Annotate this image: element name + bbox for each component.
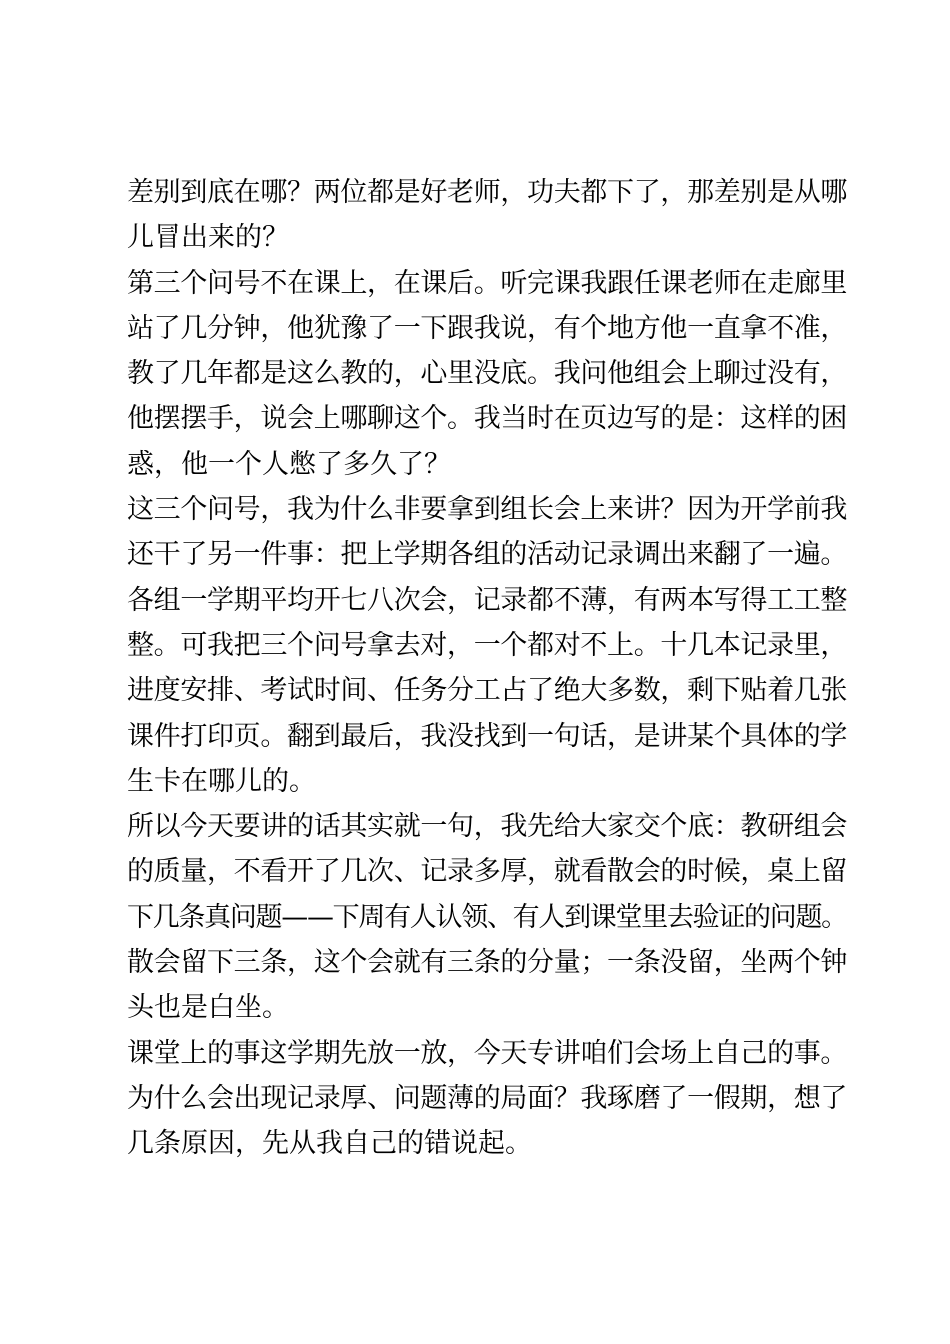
text-line: 课件打印页。翻到最后，我没找到一句话，是讲某个具体的学	[127, 720, 848, 752]
text-line: 惑，他一个人憋了多久了？	[127, 448, 451, 480]
text-line: 进度安排、考试时间、任务分工占了绝大多数，剩下贴着几张	[127, 675, 848, 707]
paragraph	[127, 170, 847, 261]
text-line: 他摆摆手，说会上哪聊这个。我当时在页边写的是：这样的困	[127, 403, 848, 435]
text-line: 散会留下三条，这个会就有三条的分量；一条没留，坐两个钟	[127, 947, 848, 979]
paragraph	[127, 1031, 847, 1167]
text-line: 第三个问号不在课上，在课后。听完课我跟任课老师在走廊里	[127, 267, 848, 299]
paragraph	[127, 487, 847, 804]
text-line: 这三个问号，我为什么非要拿到组长会上来讲？因为开学前我	[127, 494, 848, 526]
text-line: 几条原因，先从我自己的错说起。	[127, 1128, 532, 1160]
text-line: 各组一学期平均开七八次会，记录都不薄，有两本写得工工整	[127, 584, 848, 616]
paragraph	[127, 804, 847, 1030]
text-line: 还干了另一件事：把上学期各组的活动记录调出来翻了一遍。	[127, 539, 848, 571]
text-line: 的质量，不看开了几次、记录多厚，就看散会的时候，桌上留	[127, 856, 848, 888]
text-line: 头也是白坐。	[127, 992, 289, 1024]
text-line: 站了几分钟，他犹豫了一下跟我说，有个地方他一直拿不准，	[127, 312, 848, 344]
text-line: 儿冒出来的？	[127, 222, 289, 254]
document-body	[127, 170, 847, 1167]
text-line: 整。可我把三个问号拿去对，一个都对不上。十几本记录里，	[127, 629, 848, 661]
text-line: 所以今天要讲的话其实就一句，我先给大家交个底：教研组会	[127, 811, 848, 843]
text-line: 下几条真问题——下周有人认领、有人到课堂里去验证的问题。	[127, 901, 847, 933]
text-line: 为什么会出现记录厚、问题薄的局面？我琢磨了一假期，想了	[127, 1082, 848, 1114]
text-line: 差别到底在哪？两位都是好老师，功夫都下了，那差别是从哪	[127, 177, 848, 208]
text-line: 教了几年都是这么教的，心里没底。我问他组会上聊过没有，	[127, 358, 848, 390]
paragraph	[127, 261, 847, 487]
text-line: 课堂上的事这学期先放一放，今天专讲咱们会场上自己的事。	[127, 1037, 848, 1069]
text-line: 生卡在哪儿的。	[127, 765, 316, 797]
